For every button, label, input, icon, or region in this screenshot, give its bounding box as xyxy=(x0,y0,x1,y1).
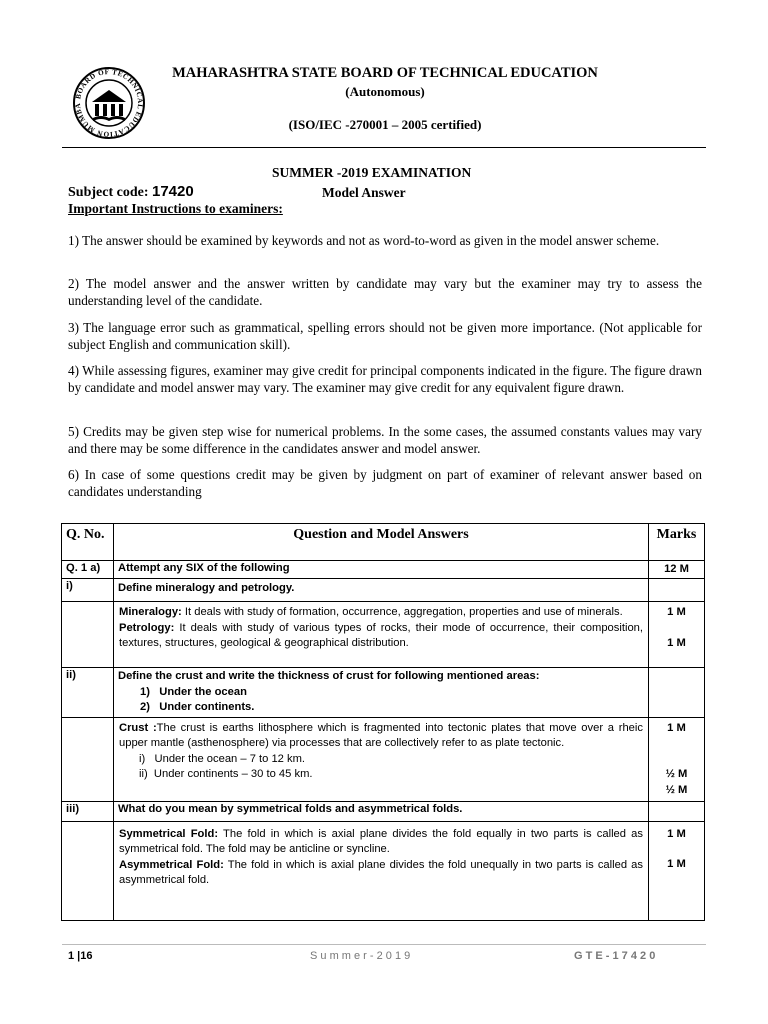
qii-answer xyxy=(114,717,649,801)
continent-marks: ½ M xyxy=(665,783,688,796)
asymmetrical-term: Asymmetrical Fold: xyxy=(119,858,224,871)
qii-number: ii) xyxy=(62,668,114,718)
q1-marks: 12 M xyxy=(649,561,705,579)
exam-title: SUMMER -2019 EXAMINATION xyxy=(272,165,472,180)
msbte-logo xyxy=(72,66,146,140)
crust-text: The crust is earths lithosphere which is fragmented into tectonic plates that move over a rheic upper mantle (asthenosphere) via processes that are collectively refer to as plate tectonic. xyxy=(119,721,643,749)
qi-answer-marks xyxy=(649,602,705,668)
crust-continent: ii) Under continents – 30 to 45 km. xyxy=(139,768,313,780)
qiii-answer-marks xyxy=(649,821,705,920)
instruction-2: 2) The model answer and the answer written by candidate may vary but the examiner may try to assess the understanding level of the candidate. xyxy=(68,276,702,308)
symmetrical-text: The fold in which is axial plane divides the fold equally in two parts is called as symmetrical fold. The fold may be anticline or syncline. xyxy=(119,827,643,855)
table-header-row xyxy=(62,524,705,561)
header-qno: Q. No. xyxy=(62,524,114,561)
ocean-marks: ½ M xyxy=(665,768,688,780)
symmetrical-definition xyxy=(119,827,643,858)
mineralogy-term: Mineralogy: xyxy=(119,606,182,618)
qii-marks-empty xyxy=(649,668,705,718)
iso-certification: (ISO/IEC -270001 – 2005 certified) xyxy=(288,117,482,132)
qii-sub-1: 1) Under the ocean xyxy=(140,685,247,698)
asymmetrical-definition xyxy=(119,858,643,889)
instructions-title: Important Instructions to examiners: xyxy=(68,201,283,216)
logo-ring-text: BOARD OF TECHNICAL EDUCATION MUMBA xyxy=(73,67,145,139)
page-number: 1 |16 xyxy=(68,950,93,962)
table-row xyxy=(62,717,705,801)
crust-definition xyxy=(119,721,643,752)
subject-code-value: 17420 xyxy=(152,183,194,200)
autonomous-label: (Autonomous) xyxy=(345,84,425,99)
table-row xyxy=(62,821,705,920)
q1-text: Attempt any SIX of the following xyxy=(114,561,649,579)
qiii-number: iii) xyxy=(62,801,114,821)
instruction-4: 4) While assessing figures, examiner may give credit for principal components indicated in the figure. The figure drawn by candidate and model answer may vary. The examiner may give credit for any equivalent figure drawn. xyxy=(68,363,702,395)
table-row xyxy=(62,801,705,821)
symmetrical-term: Symmetrical Fold: xyxy=(119,827,219,840)
table-row xyxy=(62,561,705,579)
qiii-question: What do you mean by symmetrical folds and asymmetrical folds. xyxy=(114,801,649,821)
q1-number: Q. 1 a) xyxy=(62,561,114,579)
table-row xyxy=(62,668,705,718)
mineralogy-marks: 1 M xyxy=(667,606,686,618)
footer-subject: G T E - 1 7 4 2 0 xyxy=(574,950,656,962)
qiii-answer-no xyxy=(62,821,114,920)
crust-term: Crust : xyxy=(119,721,157,734)
qi-answer xyxy=(114,602,649,668)
qii-answer-marks xyxy=(649,717,705,801)
answers-table xyxy=(61,523,705,921)
model-answer-label: Model Answer xyxy=(322,185,406,200)
footer-divider xyxy=(62,944,706,945)
qii-sub-2: 2) Under continents. xyxy=(140,701,255,713)
crust-ocean: i) Under the ocean – 7 to 12 km. xyxy=(139,752,306,765)
subject-code-label: Subject code: xyxy=(68,185,149,200)
asymmetrical-text: The fold in which is axial plane divides the fold unequally in two parts is called as asymmetrical fold. xyxy=(119,858,643,886)
asymmetrical-marks: 1 M xyxy=(667,858,686,870)
petrology-marks: 1 M xyxy=(667,636,686,649)
mineralogy-definition xyxy=(119,605,643,621)
petrology-definition xyxy=(119,621,643,652)
instruction-1: 1) The answer should be examined by keywords and not as word-to-word as given in the model answer scheme. xyxy=(68,233,660,248)
board-name: MAHARASHTRA STATE BOARD OF TECHNICAL EDUCATION xyxy=(172,65,598,81)
qii-question-text: Define the crust and write the thickness of crust for following mentioned areas: xyxy=(118,670,540,682)
qi-marks-empty xyxy=(649,579,705,602)
crust-marks: 1 M xyxy=(667,721,686,734)
instruction-5: 5) Credits may be given step wise for numerical problems. In the some cases, the assumed constants values may vary and there may be some difference in the candidates answer and model answer. xyxy=(68,424,702,456)
instruction-6: 6) In case of some questions credit may be given by judgment on part of examiner of relevant answer based on candidates understanding xyxy=(68,467,702,499)
qi-number: i) xyxy=(62,579,114,602)
header-question: Question and Model Answers xyxy=(114,524,649,561)
table-row xyxy=(62,602,705,668)
header-divider xyxy=(62,147,706,148)
symmetrical-marks: 1 M xyxy=(667,827,686,840)
instruction-3: 3) The language error such as grammatical, spelling errors should not be given more importance. (Not applicable for subject English and communication skill). xyxy=(68,320,702,352)
qii-question xyxy=(114,668,649,718)
qiii-answer xyxy=(114,821,649,920)
qi-answer-no xyxy=(62,602,114,668)
mineralogy-text: It deals with study of formation, occurrence, aggregation, properties and use of minerals. xyxy=(181,606,623,618)
table-row xyxy=(62,579,705,602)
qii-answer-no xyxy=(62,717,114,801)
petrology-term: Petrology: xyxy=(119,621,175,634)
petrology-text: It deals with study of various types of rocks, their mode of occurrence, their composition, textures, structures, geological & geographical distribution. xyxy=(119,621,643,649)
header-marks: Marks xyxy=(649,524,705,561)
qi-question: Define mineralogy and petrology. xyxy=(114,579,649,602)
qiii-marks-empty xyxy=(649,801,705,821)
footer-session: S u m m e r - 2 0 1 9 xyxy=(310,950,411,962)
subject-code xyxy=(68,183,194,201)
